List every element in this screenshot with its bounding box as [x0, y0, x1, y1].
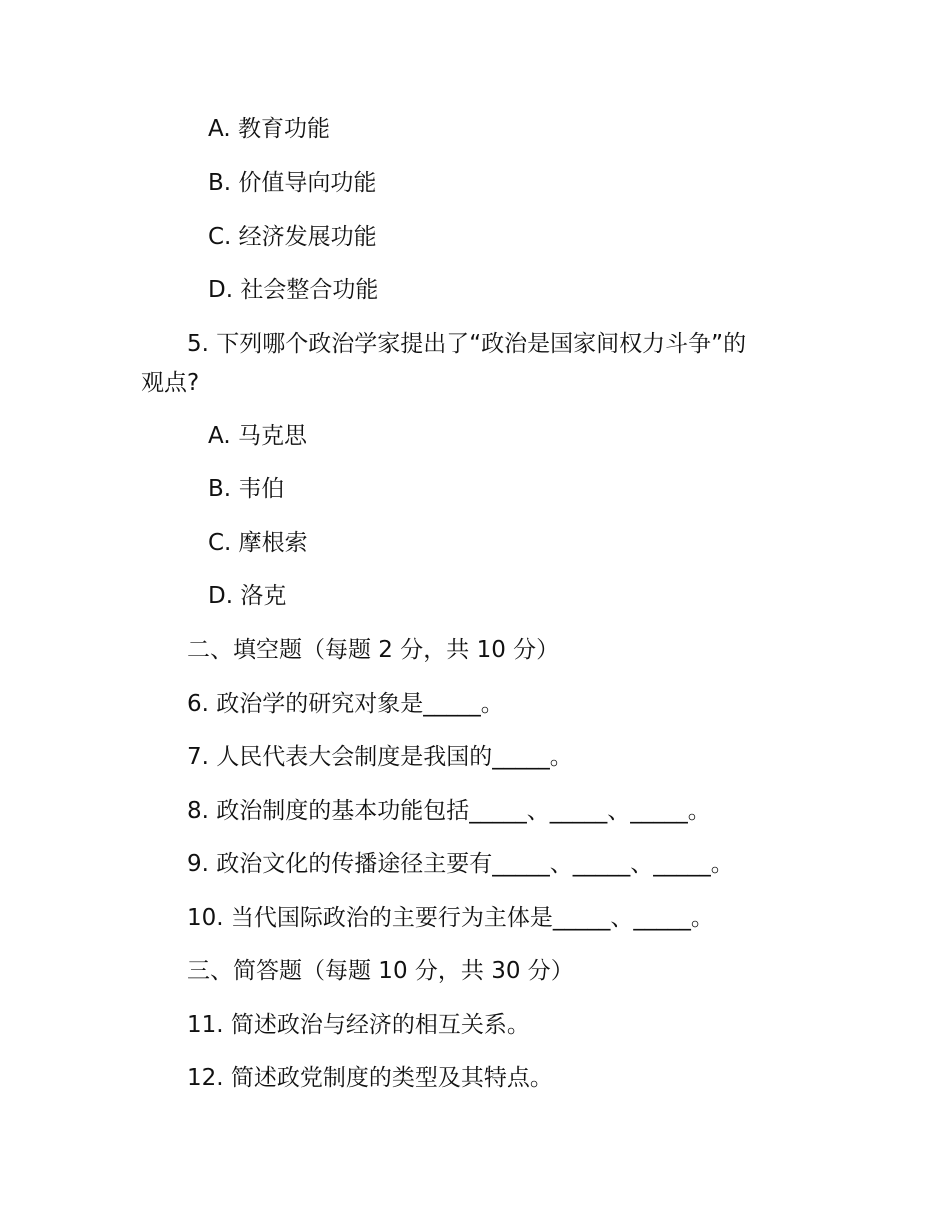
q12-text: 12. 简述政党制度的类型及其特点。	[187, 1065, 553, 1091]
q11-text: 11. 简述政治与经济的相互关系。	[187, 1012, 530, 1038]
q8-text: 8. 政治制度的基本功能包括_____、_____、_____。	[187, 798, 711, 824]
section2-heading: 二、填空题（每题 2 分，共 10 分）	[187, 637, 560, 663]
q5-option-b: B. 韦伯	[208, 476, 285, 502]
q5-stem-line2: 观点?	[141, 370, 200, 396]
q4-option-a: A. 教育功能	[208, 116, 330, 142]
q5-stem-line1: 5. 下列哪个政治学家提出了“政治是国家间权力斗争”的	[187, 331, 747, 357]
q10-text: 10. 当代国际政治的主要行为主体是_____、_____。	[187, 905, 714, 931]
q4-option-d: D. 社会整合功能	[208, 277, 379, 303]
q4-option-c: C. 经济发展功能	[208, 224, 377, 250]
q6-text: 6. 政治学的研究对象是_____。	[187, 691, 504, 717]
q5-option-d: D. 洛克	[208, 583, 287, 609]
q5-option-a: A. 马克思	[208, 423, 307, 449]
section3-heading: 三、简答题（每题 10 分，共 30 分）	[187, 958, 574, 984]
q7-text: 7. 人民代表大会制度是我国的_____。	[187, 744, 573, 770]
q4-option-b: B. 价值导向功能	[208, 170, 377, 196]
q9-text: 9. 政治文化的传播途径主要有_____、_____、_____。	[187, 851, 734, 877]
q5-option-c: C. 摩根索	[208, 530, 308, 556]
